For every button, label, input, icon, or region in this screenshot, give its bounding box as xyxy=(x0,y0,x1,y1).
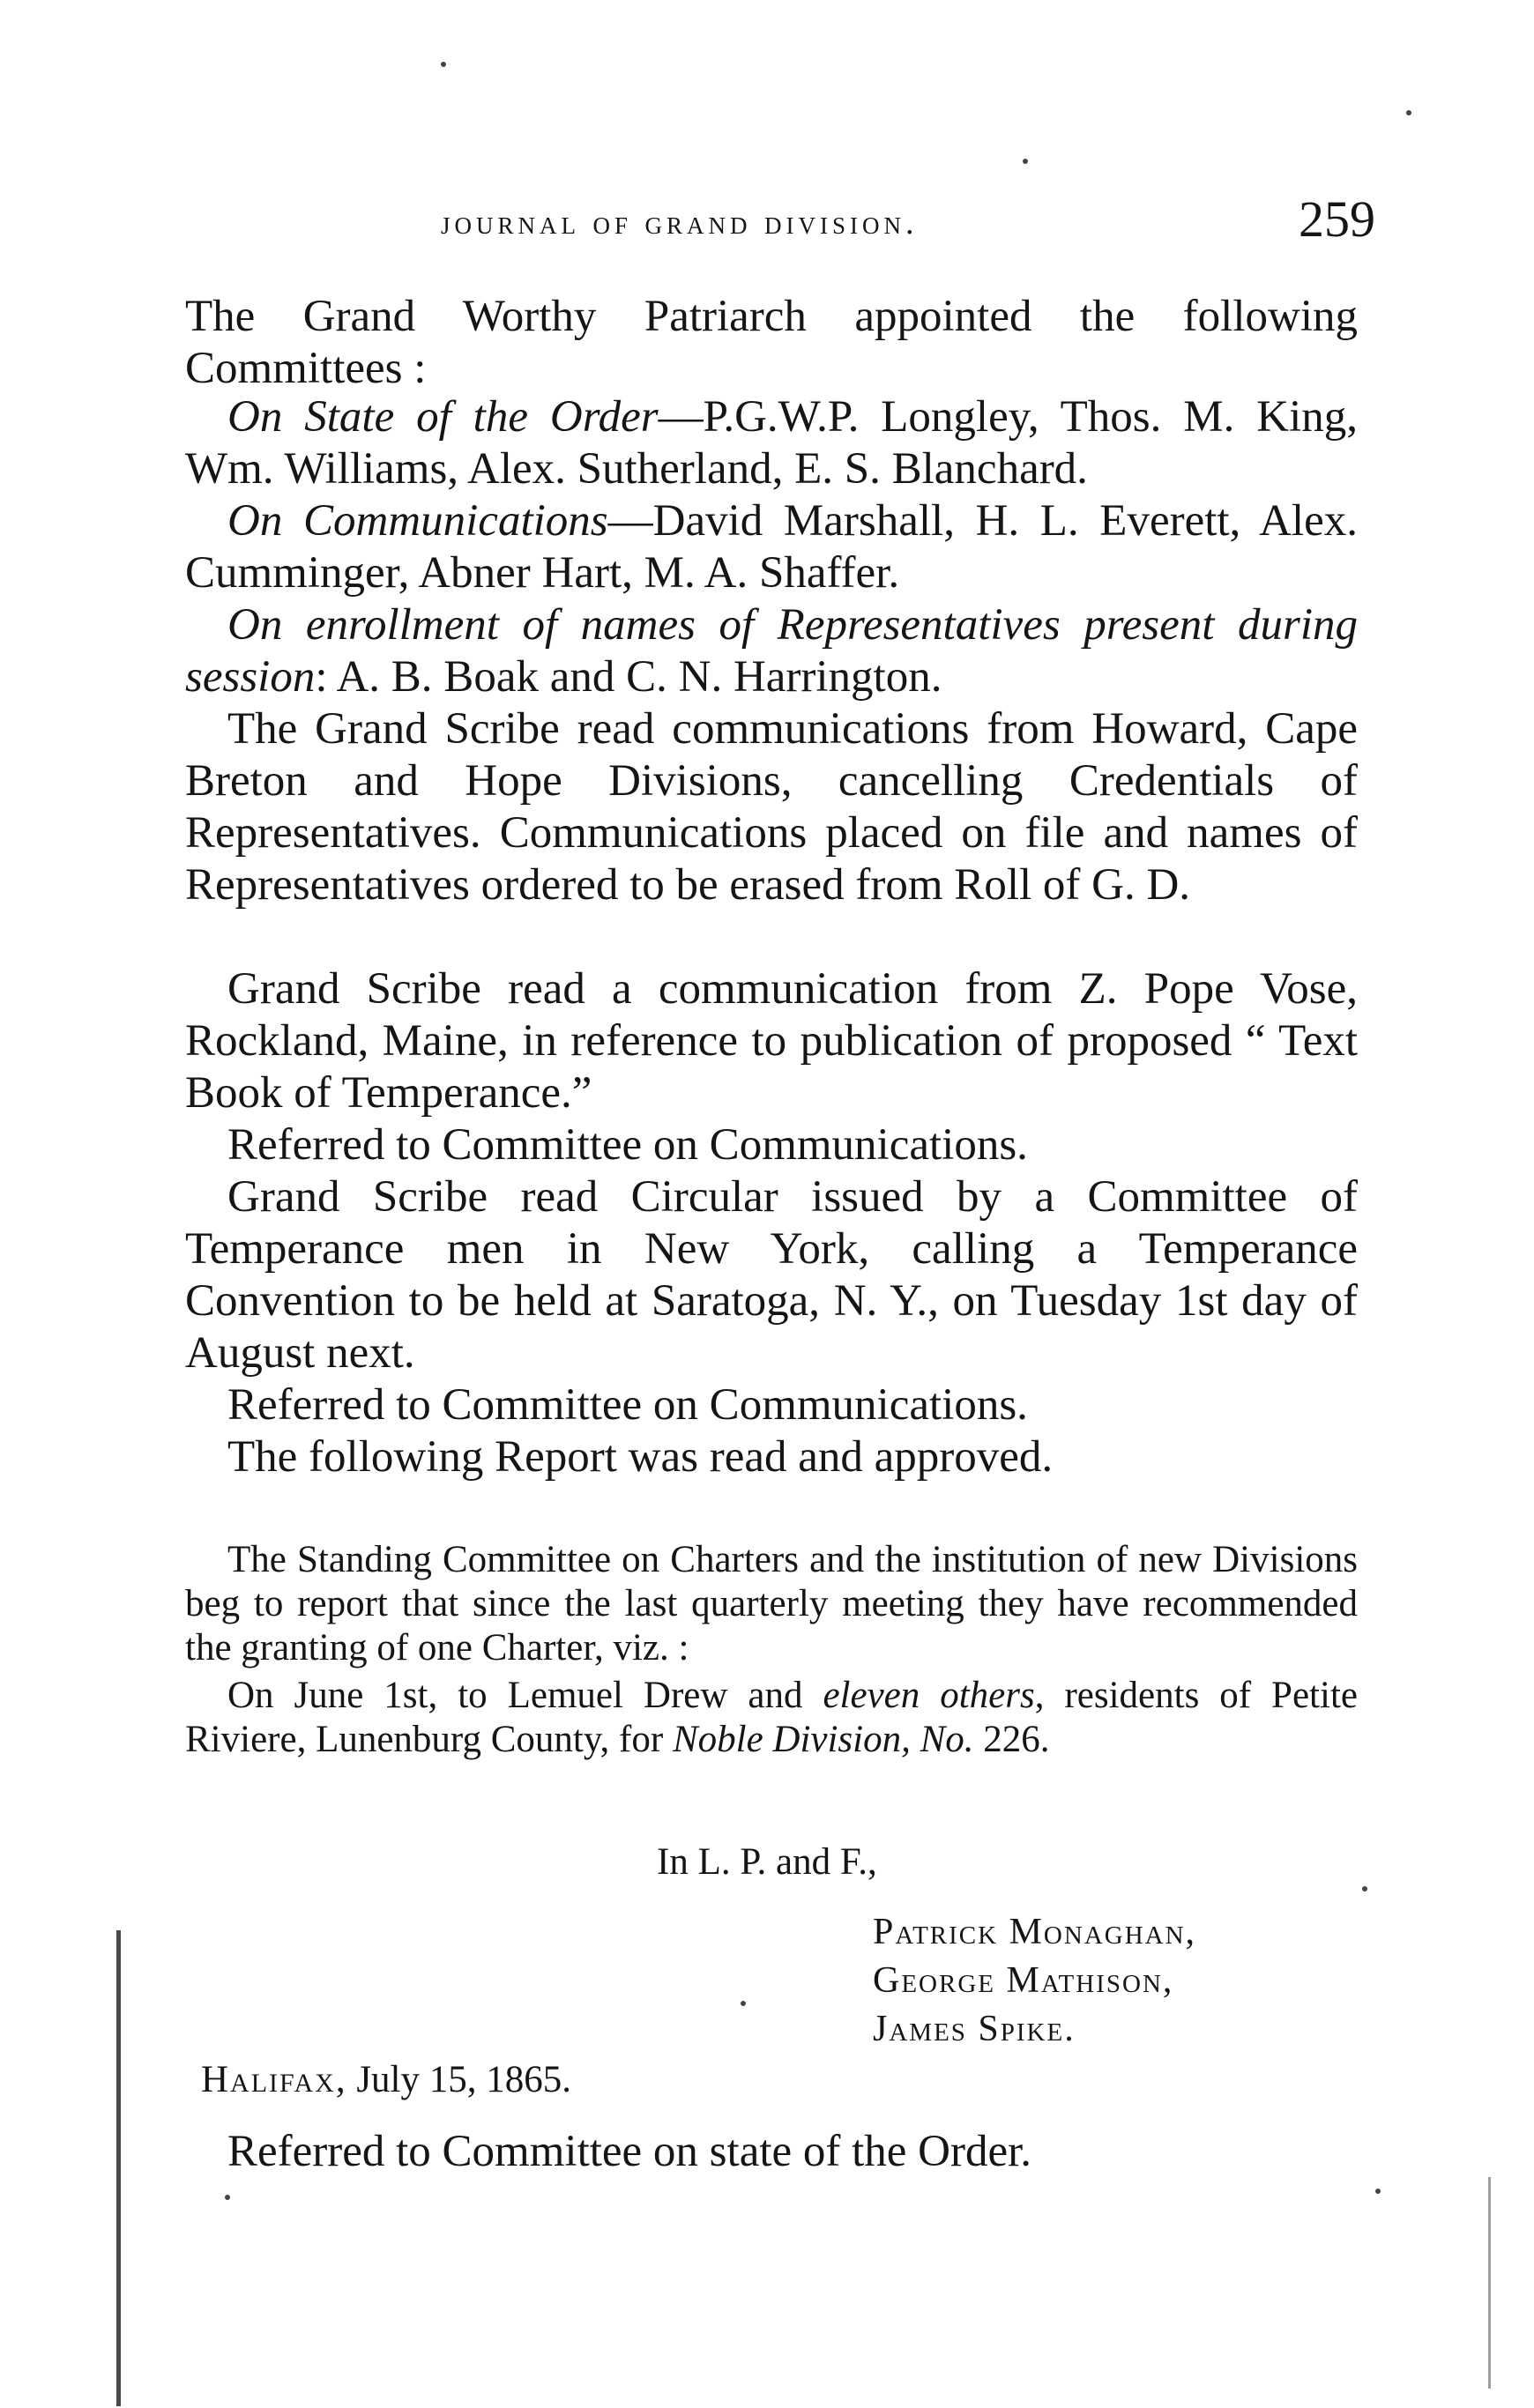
paragraph-credentials xyxy=(185,703,1358,911)
committee-label: On enrollment of names of Representatives present during session xyxy=(185,600,1358,702)
scan-speck xyxy=(441,62,446,67)
committee-members: —P.G.W.P. Longley, Thos. M. King, Wm. Williams, Alex. Sutherland, E. S. Blanchard. xyxy=(185,392,1358,494)
binding-edge-mark xyxy=(116,1930,121,2406)
report-charter-paragraph: On June 1st, to Lemuel Drew and eleven others, residents of Petite Riviere, Lunenburg County, for Noble Division, No. 226. xyxy=(185,1675,1358,1760)
running-title: journal of grand division. xyxy=(441,204,919,242)
edge-speckle-mark xyxy=(1488,2177,1491,2389)
scan-speck xyxy=(741,2001,746,2006)
closing-salutation: In L. P. and F., xyxy=(657,1841,877,1883)
paragraph-circular xyxy=(185,1171,1358,1379)
scan-speck xyxy=(1375,2189,1381,2194)
paragraph-report-approved xyxy=(185,1431,1358,1483)
paragraph-text: The following Report was read and approved. xyxy=(227,1432,1054,1482)
paragraph-text: Grand Scribe read a communication from Z. Pope Vose, Rockland, Maine, in reference to publication of proposed “ Text Book of Temperance.” xyxy=(185,964,1358,1118)
paragraph-text: Referred to Committee on Communications. xyxy=(227,1380,1028,1430)
paragraph-referred-2 xyxy=(185,1379,1358,1431)
committee-state-of-order xyxy=(185,391,1358,495)
date-text: July 15, 1865. xyxy=(356,2059,572,2100)
page-number: 259 xyxy=(1299,190,1375,248)
committee-members: : A. B. Boak and C. N. Harrington. xyxy=(315,652,942,702)
committee-label: On Communications xyxy=(227,496,608,546)
signer-name: James Spike. xyxy=(873,2009,1076,2049)
signer-name: Patrick Monaghan, xyxy=(873,1912,1197,1952)
report-paragraph: The Standing Committee on Charters and the institution of new Divisions beg to report that since the last quarterly meeting they have recommended the granting of one Charter, viz. : xyxy=(185,1539,1358,1669)
date-place: Halifax, xyxy=(201,2059,347,2100)
running-head xyxy=(185,190,1375,251)
scan-speck xyxy=(1023,159,1028,164)
committee-enrollment xyxy=(185,599,1358,703)
committees-intro: The Grand Worthy Patriarch appointed the following Committees : xyxy=(185,292,1358,393)
final-note: Referred to Committee on state of the Order. xyxy=(227,2127,1032,2176)
committees-paragraph xyxy=(185,291,1358,395)
paragraph-text: The Grand Scribe read communications from Howard, Cape Breton and Hope Divisions, cancelling Credentials of Representatives. Communications placed on file and names of Representatives ordered to be erased from Roll of G. D. xyxy=(185,704,1358,910)
scan-speck xyxy=(1362,1886,1367,1891)
committee-label: On State of the Order xyxy=(227,392,659,442)
committee-communications xyxy=(185,495,1358,599)
signatories xyxy=(873,1908,1196,2054)
paragraph-text: Referred to Committee on Communications. xyxy=(227,1120,1028,1170)
signer-name: George Mathison, xyxy=(873,1960,1174,2001)
paragraph-referred-1 xyxy=(185,1119,1358,1171)
paragraph-vose xyxy=(185,963,1358,1119)
scan-speck xyxy=(225,2195,230,2200)
charters-report xyxy=(185,1538,1358,1762)
dateline xyxy=(201,2058,571,2101)
committee-members: —David Marshall, H. L. Everett, Alex. Cumminger, Abner Hart, M. A. Shaffer. xyxy=(185,496,1359,598)
scan-speck xyxy=(1406,110,1411,115)
paragraph-text: Grand Scribe read Circular issued by a Committee of Temperance men in New York, calling a Temperance Convention to be held at Saratoga, N. Y., on Tuesday 1st day of August next. xyxy=(185,1172,1358,1378)
